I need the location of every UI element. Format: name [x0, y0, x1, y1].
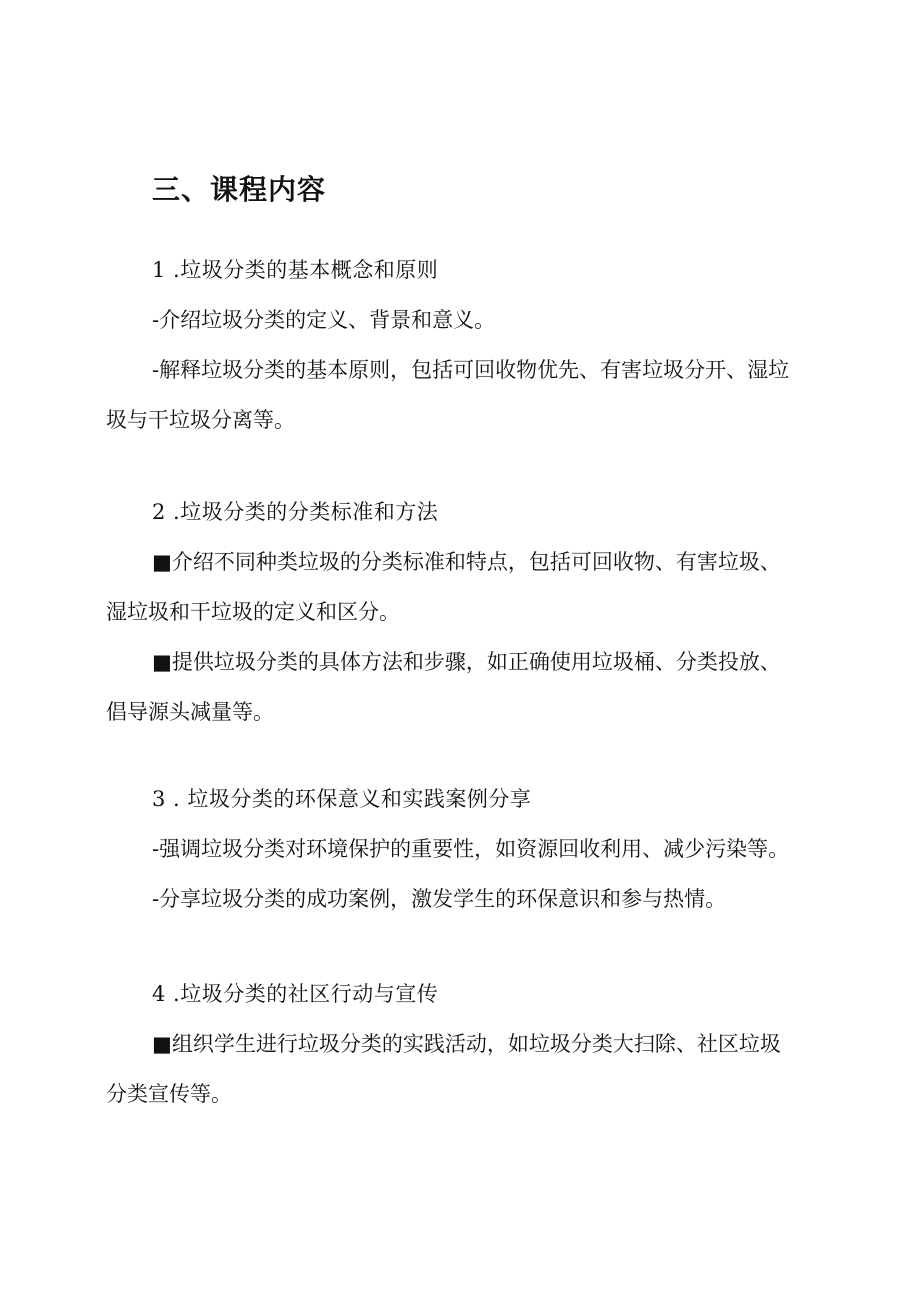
section-3 [106, 774, 816, 924]
section-2-line-2: 湿垃圾和干垃圾的定义和区分。 [106, 600, 400, 624]
section-heading: 三、课程内容 [152, 173, 327, 206]
section-1-line-1: -介绍垃圾分类的定义、背景和意义。 [152, 308, 496, 332]
section-4-line-2: 分类宣传等。 [106, 1082, 232, 1106]
section-2-line-1: ■介绍不同种类垃圾的分类标准和特点，包括可回收物、有害垃圾、 [152, 550, 781, 574]
section-2-title: 2 .垃圾分类的分类标准和方法 [152, 500, 439, 524]
section-2-line-3: ■提供垃圾分类的具体方法和步骤，如正确使用垃圾桶、分类投放、 [152, 650, 781, 674]
section-1-line-2: -解释垃圾分类的基本原则，包括可回收物优先、有害垃圾分开、湿垃 [152, 358, 790, 382]
section-4 [106, 969, 816, 1119]
section-2 [106, 487, 816, 737]
section-1-line-3: 圾与干垃圾分离等。 [106, 408, 295, 432]
section-4-line-1: ■组织学生进行垃圾分类的实践活动，如垃圾分类大扫除、社区垃圾 [152, 1032, 781, 1056]
section-2-line-4: 倡导源头减量等。 [106, 700, 274, 724]
section-3-line-1: -强调垃圾分类对环境保护的重要性，如资源回收利用、减少污染等。 [152, 837, 790, 861]
section-3-line-2: -分享垃圾分类的成功案例，激发学生的环保意识和参与热情。 [152, 887, 727, 911]
section-4-title: 4 .垃圾分类的社区行动与宣传 [152, 982, 439, 1006]
section-1-title: 1 .垃圾分类的基本概念和原则 [152, 258, 439, 282]
section-3-title: 3 . 垃圾分类的环保意义和实践案例分享 [152, 787, 532, 811]
section-1 [106, 245, 816, 445]
